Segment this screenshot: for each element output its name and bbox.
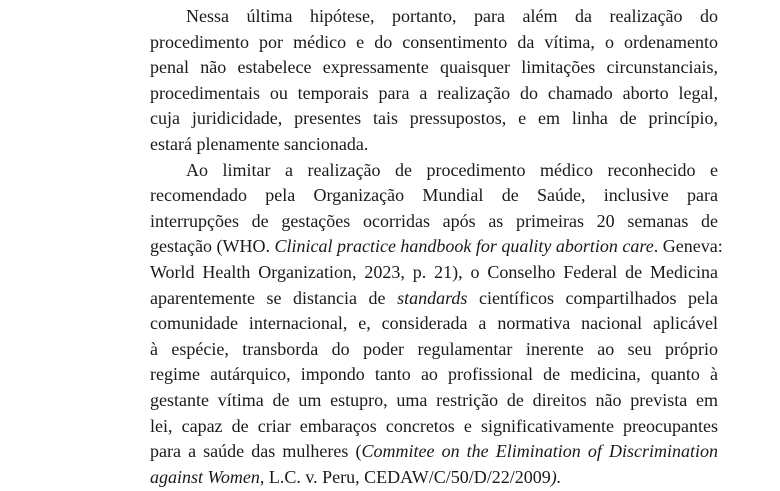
text-segment: lei, capaz de criar embaraços concretos e significativamente preocupantes [150, 415, 718, 436]
text-segment: regime autárquico, impondo tanto ao profissional de medicina, quanto à [150, 364, 718, 385]
text-segment: aparentemente se distancia de [150, 287, 398, 308]
document-body [150, 4, 723, 490]
italic-text: against Women [150, 466, 260, 487]
text-segment: gestação (WHO. [150, 236, 275, 257]
text-line [150, 4, 718, 30]
text-segment: interrupções de gestações ocorridas após as primeiras 20 semanas de [150, 210, 718, 231]
text-line [150, 132, 718, 158]
paragraph [150, 158, 723, 491]
text-segment: estará plenamente sancionada. [150, 133, 369, 154]
text-line [150, 30, 718, 56]
text-line [150, 55, 718, 81]
italic-text: Clinical practice handbook for quality abortion care [274, 236, 654, 257]
text-segment: científicos compartilhados pela [467, 287, 718, 308]
italic-text: ). [550, 466, 562, 487]
text-segment: à espécie, transborda do poder regulamentar inerente ao seu próprio [150, 338, 718, 359]
text-line [150, 81, 718, 107]
text-segment: World Health Organization, 2023, p. 21), o Conselho Federal de Medicina [150, 261, 718, 282]
text-segment: para a saúde das mulheres ( [150, 441, 362, 462]
text-segment: , L.C. v. Peru, CEDAW/C/50/D/22/2009 [259, 466, 551, 487]
text-line [150, 362, 718, 388]
text-segment: comunidade internacional, e, considerada a normativa nacional aplicável [150, 313, 718, 334]
text-line [150, 311, 718, 337]
text-line [150, 465, 718, 491]
text-segment: penal não estabelece expressamente quaisquer limitações circunstanciais, [150, 57, 718, 78]
text-segment: Nessa última hipótese, portanto, para além da realização do [186, 6, 718, 26]
document-page [150, 4, 723, 490]
text-line [150, 388, 718, 414]
text-line [150, 158, 718, 184]
text-line [150, 286, 718, 312]
text-line [150, 106, 718, 132]
text-line [150, 414, 718, 440]
italic-text: standards [397, 287, 468, 308]
text-segment: procedimentais ou temporais para a realização do chamado aborto legal, [150, 82, 718, 103]
text-segment: Ao limitar a realização de procedimento médico reconhecido e [186, 159, 718, 180]
italic-text: Commitee on the Elimination of Discrimination [361, 441, 718, 462]
text-segment: procedimento por médico e do consentimento da vítima, o ordenamento [150, 31, 718, 52]
text-line [150, 439, 718, 465]
text-segment: cuja juridicidade, presentes tais pressupostos, e em linha de princípio, [150, 108, 718, 129]
text-line [150, 209, 718, 235]
paragraph [150, 4, 718, 158]
text-segment: recomendado pela Organização Mundial de Saúde, inclusive para [150, 185, 718, 206]
text-line [150, 337, 718, 363]
text-segment: . Geneva: [653, 236, 723, 257]
text-line [150, 234, 723, 260]
text-line [150, 183, 718, 209]
text-line [150, 260, 718, 286]
text-segment: gestante vítima de um estupro, uma restrição de direitos não prevista em [150, 389, 718, 410]
